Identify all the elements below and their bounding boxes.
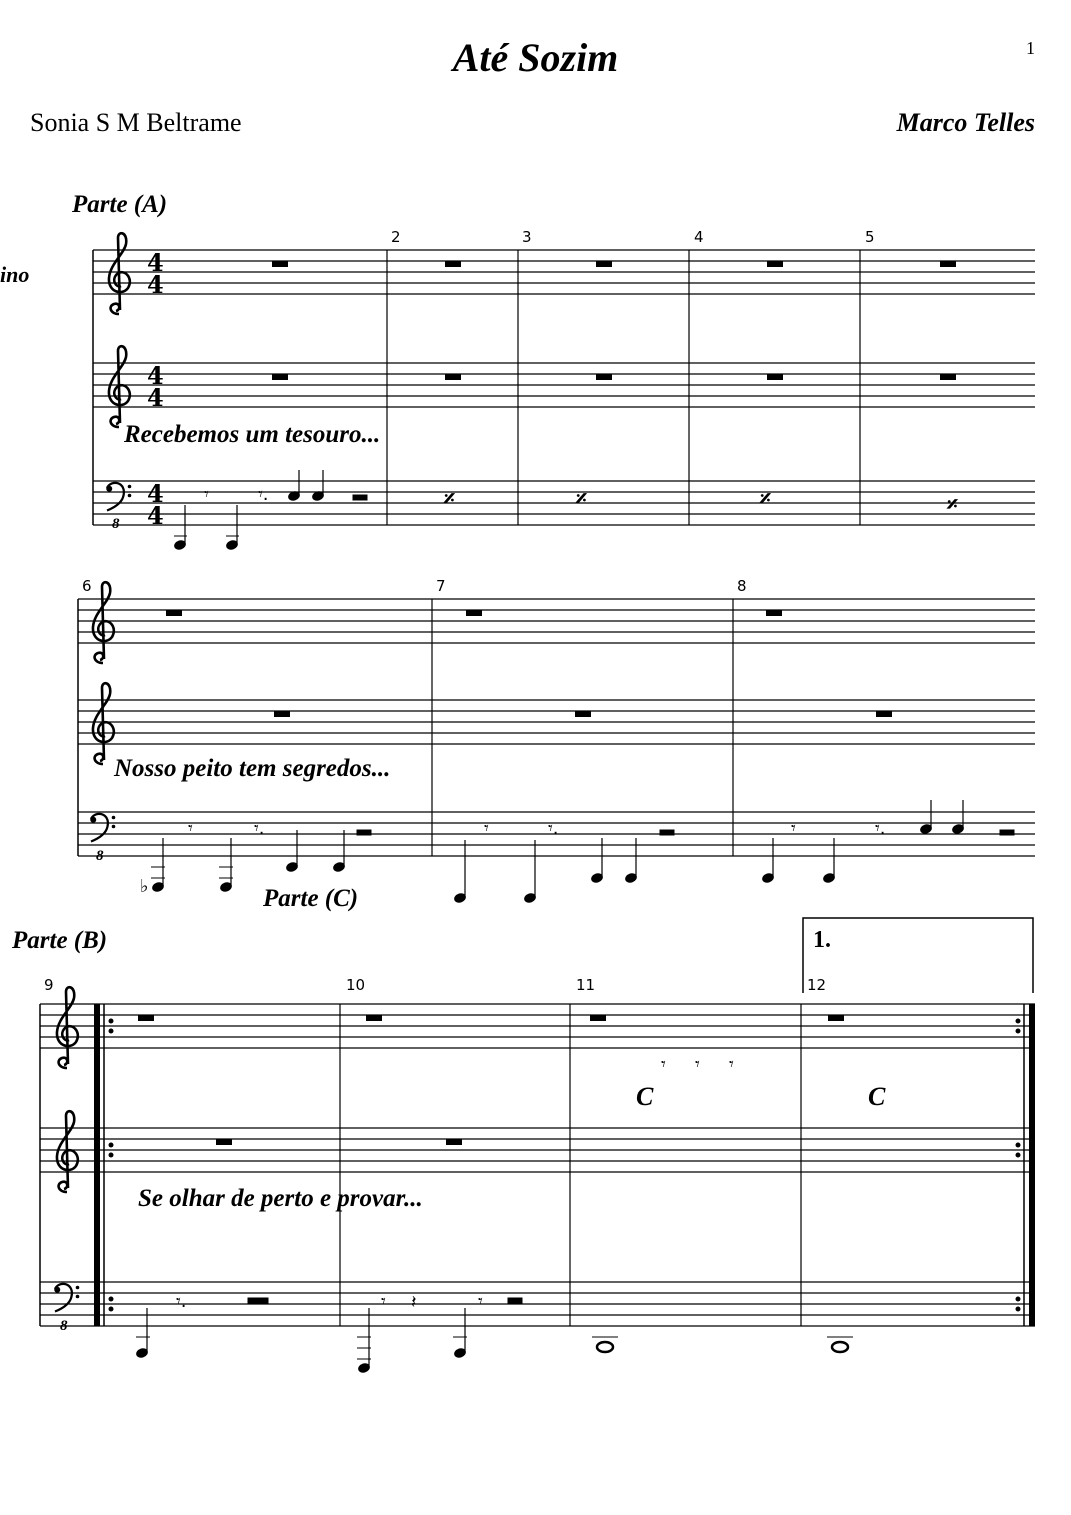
treble-clef-icon [93,582,114,663]
svg-text:𝄾: 𝄾 [381,1291,386,1312]
lyric-line: Nosso peito tem segredos... [114,755,391,782]
svg-text:𝄽: 𝄽 [411,1292,417,1313]
svg-text:4: 4 [147,479,164,508]
measure-number: 9 [44,976,54,994]
svg-text:𝄾: 𝄾 [661,1054,666,1075]
svg-text:𝄾: 𝄾 [791,818,796,839]
bass-notes [140,800,1014,904]
bass-clef-icon [54,1284,79,1312]
svg-text:𝄾: 𝄾 [204,484,209,505]
svg-text:𝄎: 𝄎 [947,493,958,518]
whole-rests [272,261,956,380]
measure-number: 10 [346,976,366,994]
rehearsal-mark-a: Parte (A) [72,191,168,218]
chord-symbol: C [636,1082,654,1111]
treble-clef-icon [57,1111,78,1192]
svg-text:𝄾.: 𝄾. [254,818,265,839]
time-signature [147,248,164,530]
measure-number: 5 [865,228,875,246]
bass-notes [135,1298,853,1374]
treble-clef-icon [93,683,114,764]
measure-number: 7 [436,577,446,595]
treble-clef-icon [57,987,78,1068]
svg-text:𝄎: 𝄎 [576,487,587,512]
svg-text:𝄾.: 𝄾. [176,1291,187,1312]
bass-clef-icon [90,814,115,842]
svg-text:8: 8 [112,516,120,532]
svg-text:𝄾.: 𝄾. [548,818,559,839]
measure-number: 2 [391,228,401,246]
volta-bracket [803,918,1033,993]
measure-number: 6 [82,577,92,595]
rests [188,818,886,839]
treble-clef-icon [109,346,130,427]
measure-number: 11 [576,976,596,994]
measure-number: 12 [807,976,827,994]
svg-text:𝄎: 𝄎 [444,487,455,512]
chord-symbol: C [868,1082,886,1111]
composer-name: Marco Telles [896,108,1035,137]
system-1 [93,250,1035,525]
lyricist-name: Sonia S M Beltrame [30,108,242,137]
rehearsal-mark-b: Parte (B) [12,927,108,954]
svg-text:4: 4 [147,383,164,412]
page-number: 1 [1026,38,1035,58]
svg-text:4: 4 [147,270,164,299]
instrument-label: ino [0,262,30,287]
svg-text:𝄾: 𝄾 [188,818,193,839]
svg-text:𝄎: 𝄎 [760,487,771,512]
rests [204,484,269,505]
system-3 [40,1004,1035,1326]
volta-ending-label: 1. [813,927,831,953]
slash-rests [661,1054,734,1075]
bass-notes [93,470,367,551]
svg-text:4: 4 [147,248,164,277]
svg-text:𝄾.: 𝄾. [875,818,886,839]
measure-number: 3 [522,228,532,246]
treble-clef-icon [109,233,130,314]
svg-text:𝄾.: 𝄾. [258,484,269,505]
repeat-start-barline [94,1004,114,1326]
svg-text:4: 4 [147,501,164,530]
repeat-end-barline [1016,1004,1036,1326]
measure-number: 8 [737,577,747,595]
svg-text:8: 8 [96,848,104,864]
rests [176,1291,483,1313]
svg-text:𝄾: 𝄾 [478,1291,483,1312]
whole-rests [138,1015,844,1145]
page-title: Até Sozim [452,35,619,80]
lyric-line: Recebemos um tesouro... [124,421,381,448]
bass-clef-icon [106,483,131,511]
whole-rests [166,610,892,717]
svg-text:𝄾: 𝄾 [729,1054,734,1075]
rehearsal-mark-c: Parte (C) [263,885,359,912]
svg-text:8: 8 [60,1318,68,1334]
lyric-line: Se olhar de perto e provar... [138,1185,423,1212]
svg-text:4: 4 [147,361,164,390]
svg-text:♭: ♭ [140,876,149,897]
svg-text:𝄾: 𝄾 [484,818,489,839]
measure-number: 4 [694,228,704,246]
svg-text:𝄾: 𝄾 [695,1054,700,1075]
